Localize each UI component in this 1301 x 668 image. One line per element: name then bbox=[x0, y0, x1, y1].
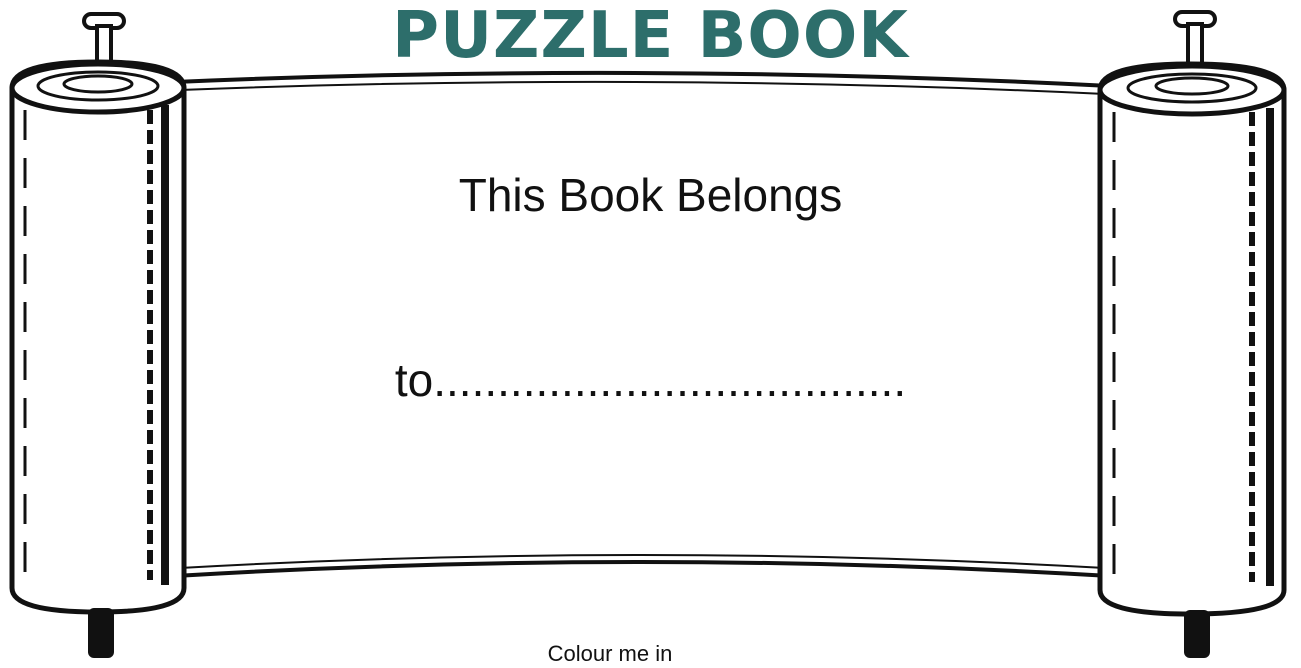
scroll-parchment bbox=[175, 73, 1110, 576]
page-title: PUZZLE BOOK bbox=[392, 0, 909, 73]
right-roller bbox=[1100, 12, 1284, 658]
belongs-heading: This Book Belongs bbox=[458, 169, 843, 221]
colour-caption: Colour me in bbox=[547, 641, 673, 666]
name-fill-line: to..................................... bbox=[394, 354, 907, 406]
left-roller bbox=[12, 14, 184, 658]
